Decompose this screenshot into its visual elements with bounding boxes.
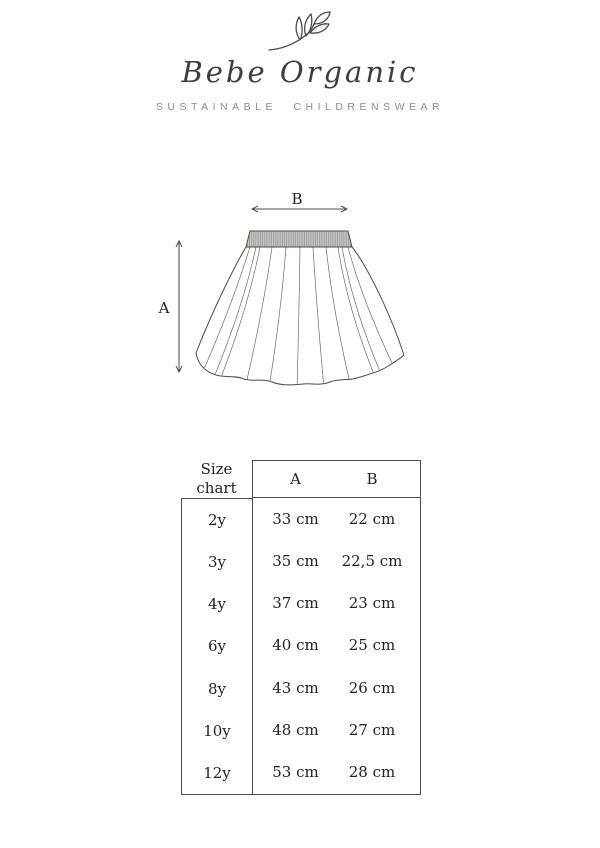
size-chart-measurements — [252, 460, 421, 795]
measurement-a-cell: 53 cm — [272, 762, 319, 781]
measurement-label-a: A — [158, 299, 170, 317]
measurement-label-b: B — [291, 190, 303, 208]
measurement-a-cell: 35 cm — [272, 552, 319, 571]
waistband — [246, 231, 352, 247]
table-row — [253, 751, 420, 793]
measurement-a-cell: 37 cm — [272, 594, 319, 613]
measurement-b-cell: 22 cm — [348, 510, 396, 529]
table-row — [253, 667, 420, 709]
measurement-arrow-a — [176, 241, 182, 372]
table-row — [253, 498, 420, 540]
measurement-a-cell: 48 cm — [272, 720, 319, 739]
measurement-b-cell: 22,5 cm — [341, 552, 403, 571]
measurement-a-cell: 40 cm — [272, 636, 319, 655]
skirt-sketch — [196, 231, 404, 390]
size-cell: 6y — [207, 637, 227, 656]
size-cell: 8y — [207, 679, 227, 698]
column-header-a: A — [290, 470, 301, 488]
table-row — [253, 709, 420, 751]
size-cell: 4y — [207, 595, 227, 614]
measurement-b-cell: 23 cm — [348, 594, 396, 613]
table-row — [253, 624, 420, 666]
brand-tagline: SUSTAINABLE CHILDRENSWEAR — [155, 101, 445, 113]
leaf-sprig-icon — [265, 11, 335, 55]
size-chart-body — [253, 498, 420, 793]
brand-name: Bebe Organic — [181, 55, 419, 89]
size-cell: 2y — [207, 511, 227, 530]
table-row — [253, 582, 420, 624]
measurement-b-cell: 25 cm — [348, 636, 396, 655]
skirt-measurement-diagram — [0, 185, 600, 400]
measurement-a-cell: 33 cm — [272, 510, 319, 529]
size-cell: 10y — [203, 721, 231, 740]
table-row — [253, 540, 420, 582]
measurement-a-cell: 43 cm — [272, 678, 319, 697]
size-chart-title: Size chart — [196, 460, 237, 497]
size-chart-sizes — [181, 498, 252, 795]
measurement-b-cell: 26 cm — [348, 678, 396, 697]
size-cell: 12y — [203, 763, 231, 782]
measurement-b-cell: 28 cm — [348, 762, 396, 781]
measurement-b-cell: 27 cm — [348, 720, 396, 739]
size-chart-header-row — [253, 461, 420, 498]
column-header-b: B — [366, 470, 378, 488]
size-cell: 3y — [207, 553, 227, 572]
